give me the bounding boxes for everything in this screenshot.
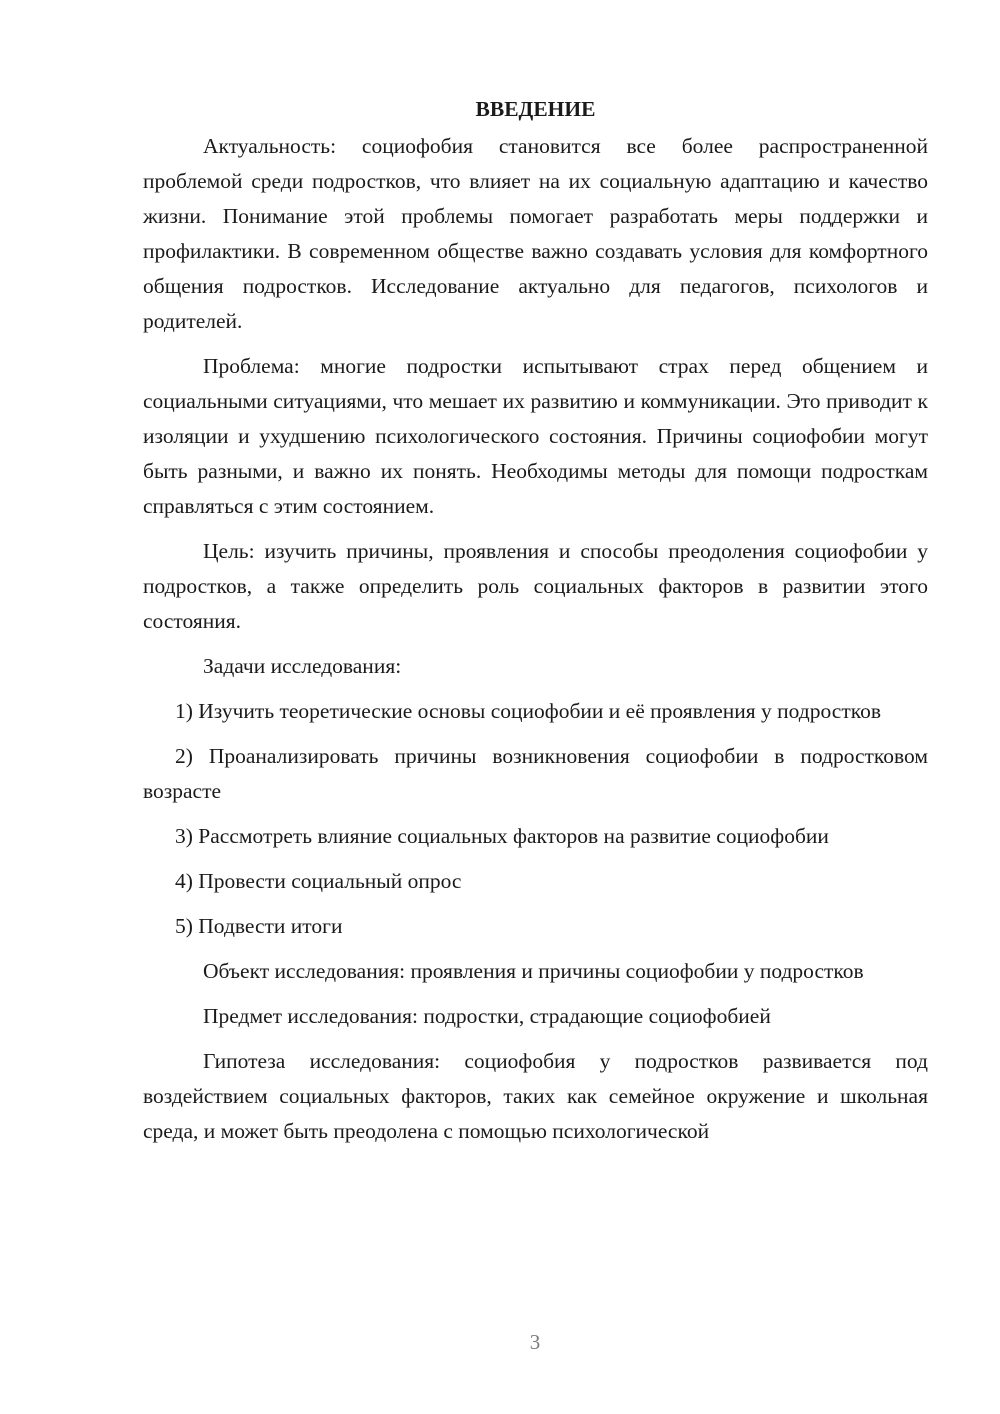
task-item-5: 5) Подвести итоги — [175, 914, 343, 938]
tasks-heading: Задачи исследования: — [203, 654, 402, 678]
subject-paragraph: Предмет исследования: подростки, страдающие социофобией — [203, 1004, 771, 1028]
task-item-1: 1) Изучить теоретические основы социофобии и её проявления у подростков — [175, 699, 881, 723]
task-item-3: 3) Рассмотреть влияние социальных факторов на развитие социофобии — [175, 824, 829, 848]
goal-paragraph: Цель: изучить причины, проявления и способы преодоления социофобии у подростков, а также определить роль социальных факторов в развитии этого состояния. — [143, 539, 928, 633]
task-item-2: 2) Проанализировать причины возникновения социофобии в подростковом возрасте — [143, 744, 928, 803]
problem-paragraph: Проблема: многие подростки испытывают страх перед общением и социальными ситуациями, что мешает их развитию и коммуникации. Это приводит к изоляции и ухудшению психологического состояния. Причины социофобии могут быть разными, и важно их понять. Необходимы методы для помощи подросткам справляться с этим состоянием. — [143, 354, 928, 518]
hypothesis-paragraph: Гипотеза исследования: социофобия у подростков развивается под воздействием социальных факторов, таких как семейное окружение и школьная среда, и может быть преодолена с помощью психологической — [143, 1049, 928, 1143]
page-number: 3 — [529, 1330, 541, 1354]
page-title: ВВЕДЕНИЕ — [475, 97, 596, 121]
task-item-4: 4) Провести социальный опрос — [175, 869, 462, 893]
document-page — [143, 92, 928, 1159]
relevance-paragraph: Актуальность: социофобия становится все более распространенной проблемой среди подростков, что влияет на их социальную адаптацию и качество жизни. Понимание этой проблемы помогает разработать меры поддержки и профилактики. В современном обществе важно создавать условия для комфортного общения подростков. Исследование актуально для педагогов, психологов и родителей. — [143, 134, 928, 333]
object-paragraph: Объект исследования: проявления и причины социофобии у подростков — [203, 959, 864, 983]
